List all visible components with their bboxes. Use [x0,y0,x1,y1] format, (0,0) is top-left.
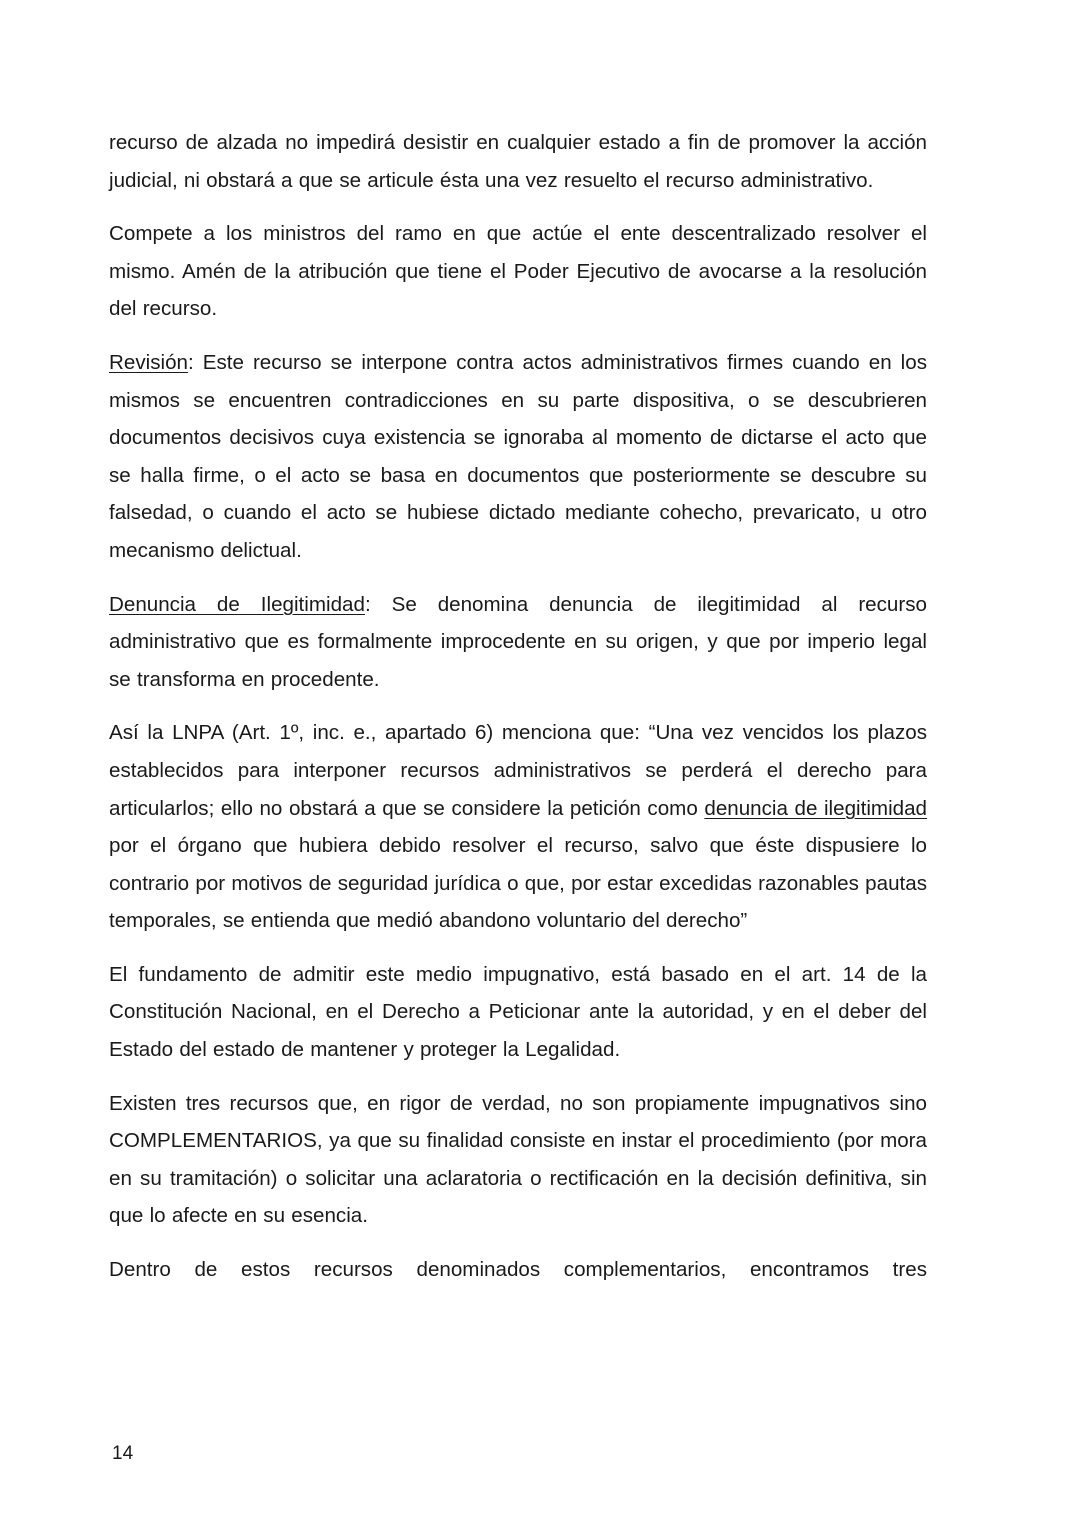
denuncia-text: : Se denomina denuncia de ilegitimidad al recurso administrativo que es formalmente improcedente en su origen, y que por imperio legal se transforma en procedente. [109,592,927,691]
lnpa-text-before: Así la LNPA (Art. 1º, inc. e., apartado 6) menciona que: “Una vez vencidos los plazos establecidos para interponer recursos administrativos se perderá el derecho para articularlos; ello no obstará a que se considere la petición como [109,721,927,820]
paragraph-competencia-ministros: Compete a los ministros del ramo en que actúe el ente descentralizado resolver el mismo. Amén de la atribución que tiene el Poder Ejecutivo de avocarse a la resolución del recurso. [109,222,927,321]
document-body [109,124,927,1305]
lnpa-text-after: por el órgano que hubiera debido resolver el recurso, salvo que éste dispusiere lo contrario por motivos de seguridad jurídica o que, por estar excedidas razonables pautas temporales, se entienda que medió abandono voluntario del derecho” [109,834,927,933]
term-denuncia-inline: denuncia de ilegitimidad [704,796,928,820]
paragraph-recurso-alzada: recurso de alzada no impedirá desistir en cualquier estado a fin de promover la acción judicial, ni obstará a que se articule ésta una vez resuelto el recurso administrativo. [109,131,927,192]
revision-text: : Este recurso se interpone contra actos administrativos firmes cuando en los mismos se encuentren contradicciones en su parte dispositiva, o se descubrieren documentos decisivos cuya existencia se ignoraba al momento de dictarse el acto que se halla firme, o el acto se basa en documentos que posteriormente se descubre su falsedad, o cuando el acto se hubiese dictado mediante cohecho, prevaricato, u otro mecanismo delictual. [109,350,927,562]
term-denuncia-ilegitimidad: Denuncia de Ilegitimidad [109,592,365,616]
paragraph-fundamento: El fundamento de admitir este medio impugnativo, está basado en el art. 14 de la Constitución Nacional, en el Derecho a Peticionar ante la autoridad, y en el deber del Estado del estado de mantener y proteger la Legalidad. [109,962,927,1062]
paragraph-revision [109,344,927,570]
page-number: 14 [112,1443,134,1464]
paragraph-lnpa-quote [109,714,927,940]
paragraph-recursos-complementarios: Existen tres recursos que, en rigor de verdad, no son propiamente impugnativos sino COMPLEMENTARIOS, ya que su finalidad consiste en instar el procedimiento (por mora en su tramitación) o solicitar una aclaratoria o rectificación en la decisión definitiva, sin que lo afecte en su esencia. [109,1091,927,1228]
term-revision: Revisión [109,350,188,374]
paragraph-denuncia-ilegitimidad [109,586,927,699]
paragraph-dentro-recursos: Dentro de estos recursos denominados complementarios, encontramos tres [109,1258,927,1282]
